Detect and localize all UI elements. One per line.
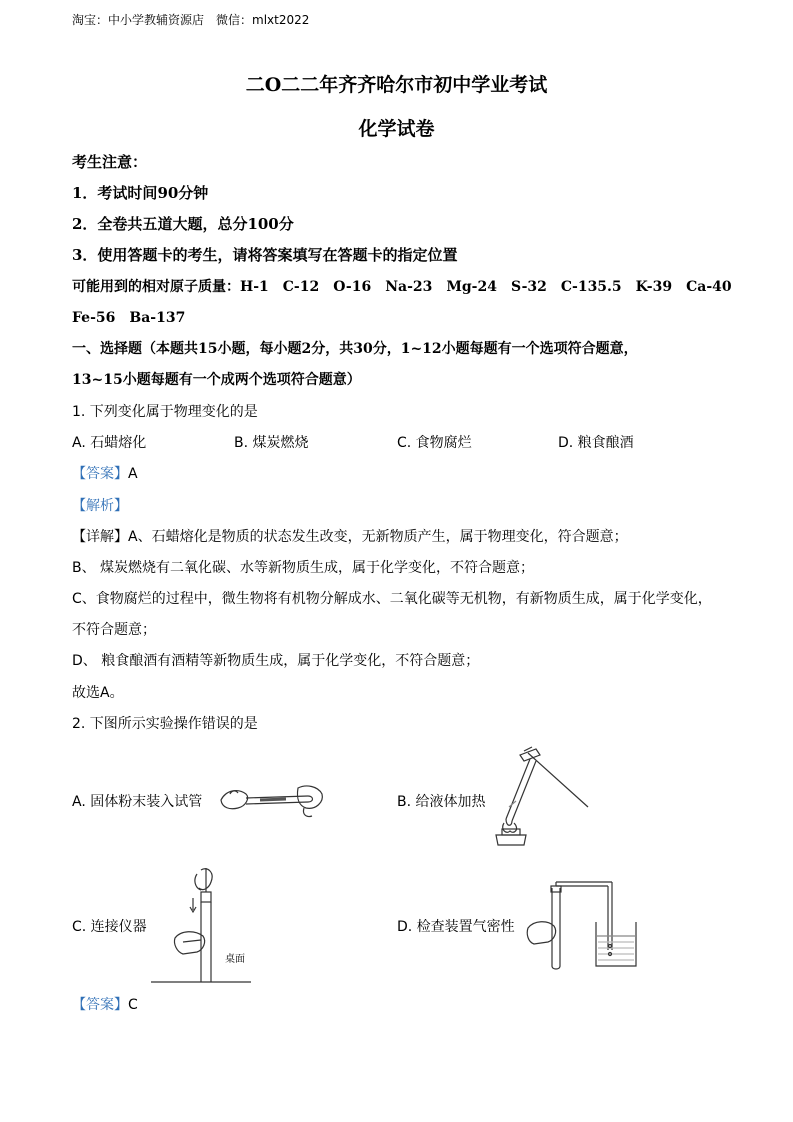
notice-1: 1．考试时间90分钟 [72, 184, 209, 202]
q1-stem: 1. 下列变化属于物理变化的是 [72, 404, 258, 420]
q1-answer-label: 【答案】 [72, 466, 128, 482]
q2-answer-label: 【答案】 [72, 997, 128, 1013]
q1-detail-d: D、 粮食酿酒有酒精等新物质生成，属于化学变化，不符合题意； [72, 653, 480, 669]
illustration-connecting-apparatus [145, 864, 257, 986]
q1-analysis-label: 【解析】 [72, 498, 128, 514]
q1-conclusion: 故选A。 [72, 685, 124, 701]
q1-detail-label: 【详解】 [72, 529, 128, 545]
q1-answer [72, 463, 138, 483]
q1-detail-a [72, 526, 628, 546]
illustration-airtightness-check [524, 880, 644, 970]
table-label: 桌面 [225, 954, 245, 965]
page-title: 二O二二年齐齐哈尔市初中学业考试 [245, 74, 548, 96]
q1-detail-b: B、 煤炭燃烧有二氧化碳、水等新物质生成，属于化学变化，不符合题意； [72, 560, 535, 576]
q1-detail-c: C、食物腐烂的过程中，微生物将有机物分解成水、二氧化碳等无机物，有新物质生成，属于化学变化， [72, 591, 712, 607]
q2-answer-value: C [128, 997, 138, 1013]
q2-stem: 2. 下图所示实验操作错误的是 [72, 716, 258, 732]
q2-answer [72, 994, 138, 1014]
q2-option-b: B. 给液体加热 [397, 794, 486, 810]
q1-option-d: D. 粮食酿酒 [558, 435, 634, 451]
q1-option-c: C. 食物腐烂 [397, 435, 472, 451]
section-1-heading: 一、选择题（本题共15小题，每小题2分，共30分，1~12小题每题有一个选项符合题意， [72, 341, 638, 357]
notice-2: 2．全卷共五道大题，总分100分 [72, 215, 294, 233]
notice-3: 3．使用答题卡的考生，请将答案填写在答题卡的指定位置 [72, 246, 458, 264]
q1-detail-c-cont: 不符合题意； [72, 622, 156, 638]
section-1-heading-cont: 13~15小题每题有一个成两个选项符合题意） [72, 372, 361, 388]
page-header: 淘宝：中小学教辅资源店 微信：mlxt2022 [72, 13, 310, 27]
q2-option-a: A. 固体粉末装入试管 [72, 794, 203, 810]
q1-detail-a-text: A、石蜡熔化是物质的状态发生改变，无新物质产生，属于物理变化，符合题意； [128, 529, 628, 545]
illustration-heating-liquid [470, 745, 595, 850]
illustration-powder-into-tube [216, 778, 328, 824]
atomic-mass-line-2: Fe-56 Ba-137 [72, 310, 186, 326]
q2-option-d: D. 检查装置气密性 [397, 919, 515, 935]
notice-heading: 考生注意： [72, 153, 148, 171]
q1-option-b: B. 煤炭燃烧 [234, 435, 309, 451]
q2-option-c: C. 连接仪器 [72, 919, 147, 935]
atomic-mass-line-1: 可能用到的相对原子质量：H-1 C-12 O-16 Na-23 Mg-24 S-32 C-135.5 K-39 Ca-40 [72, 279, 732, 295]
q1-answer-value: A [128, 466, 138, 482]
page-subtitle: 化学试卷 [358, 118, 435, 140]
q1-option-a: A. 石蜡熔化 [72, 435, 147, 451]
